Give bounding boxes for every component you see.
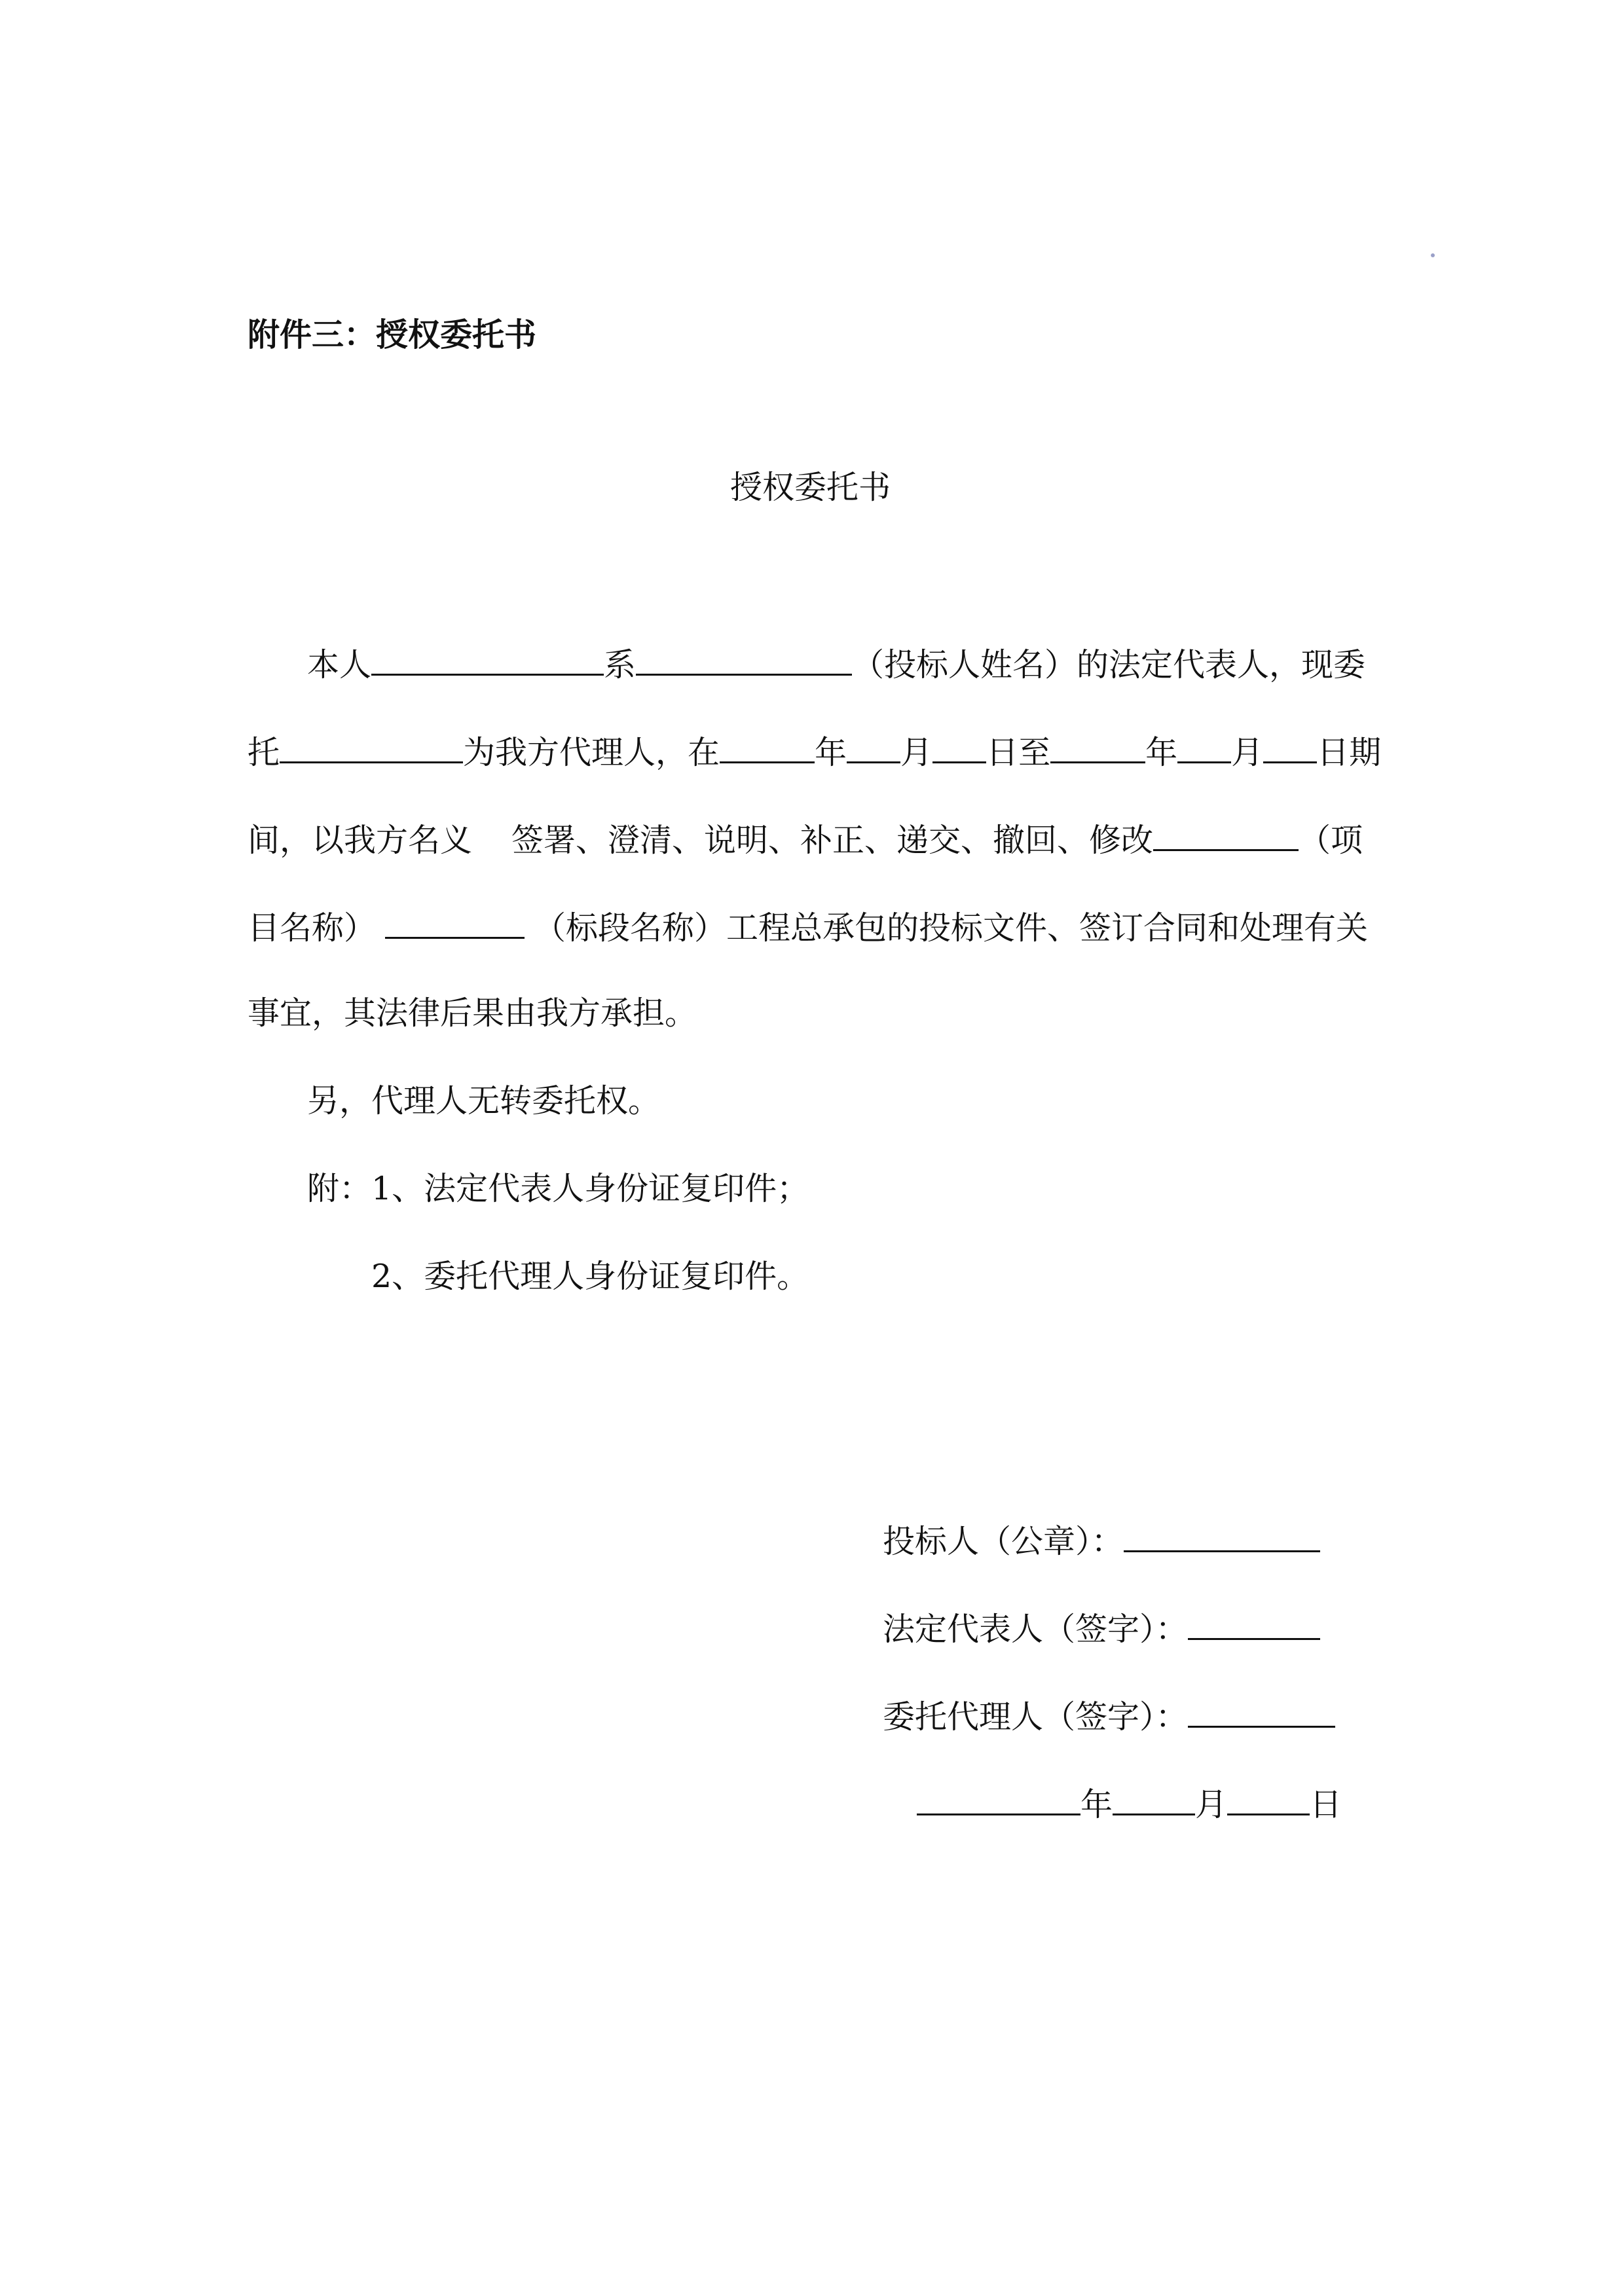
blank-section-name <box>385 907 525 939</box>
text-month: 月 <box>1195 1786 1228 1823</box>
legal-rep-sign-label: 法定代表人（签字）： <box>883 1611 1188 1648</box>
attachment-item-1: 附：1、法定代表人身份证复印件； <box>307 1170 809 1207</box>
text-in-our-name: 间，以我方名义 <box>248 822 473 859</box>
blank-bidder-name <box>636 644 852 676</box>
text-is: 系 <box>604 646 637 683</box>
text-day-to: 日至 <box>986 734 1051 771</box>
blank-legal-rep-signature <box>1188 1608 1320 1640</box>
blank-agent-name <box>280 731 463 763</box>
text-project-note-close: 目名称） <box>248 909 377 947</box>
blank-start-day <box>932 731 986 763</box>
blank-project-name <box>1153 819 1299 851</box>
text-year: 年 <box>1145 734 1178 771</box>
blank-sign-month <box>1113 1783 1195 1815</box>
bidder-seal-label: 投标人（公章）： <box>883 1523 1124 1560</box>
text-project-note-open: （项 <box>1299 822 1363 859</box>
attachment-heading: 附件三：授权委托书 <box>248 316 537 354</box>
agent-sign-line <box>883 1696 1335 1737</box>
attachment-item-2: 2、委托代理人身份证复印件。 <box>371 1258 809 1295</box>
agent-sign-label: 委托代理人（签字）： <box>883 1698 1188 1736</box>
blank-sign-day <box>1227 1783 1310 1815</box>
text-self: 本人 <box>307 646 372 683</box>
text-month: 月 <box>1231 734 1264 771</box>
blank-sign-year <box>917 1783 1080 1815</box>
text-bidder-name-note: （投标人姓名）的法定代表人，现委 <box>852 646 1366 683</box>
blank-end-year <box>1050 731 1145 763</box>
text-day: 日 <box>1310 1786 1342 1823</box>
no-sub-delegation-note: 另，代理人无转委托权。 <box>307 1082 661 1120</box>
text-scope: （标段名称）工程总承包的投标文件、签订合同和处理有关 <box>534 909 1369 947</box>
text-day-period: 日期 <box>1317 734 1382 771</box>
text-year: 年 <box>815 734 847 771</box>
body-line-5: 事宜，其法律后果由我方承担。 <box>248 994 697 1032</box>
blank-start-month <box>847 731 900 763</box>
signature-date-line <box>917 1783 1342 1825</box>
body-line-1 <box>307 644 1365 685</box>
legal-rep-sign-line <box>883 1608 1320 1649</box>
text-year: 年 <box>1080 1786 1113 1823</box>
blank-end-month <box>1177 731 1231 763</box>
body-line-3 <box>248 819 1363 860</box>
document-title: 授权委托书 <box>730 469 891 506</box>
blank-legal-rep-name <box>371 644 604 676</box>
blank-agent-signature <box>1188 1696 1335 1728</box>
blank-end-day <box>1263 731 1317 763</box>
blank-start-year <box>720 731 815 763</box>
text-entrust: 托 <box>248 734 280 771</box>
scan-speck <box>1431 253 1435 257</box>
blank-bidder-seal <box>1124 1520 1320 1552</box>
text-actions: 签署、澄清、说明、补正、递交、撤回、修改 <box>511 822 1154 859</box>
bidder-seal-line <box>883 1520 1320 1561</box>
body-line-4 <box>248 907 1368 948</box>
body-line-2 <box>248 731 1381 773</box>
text-month: 月 <box>900 734 933 771</box>
text-as-agent: 为我方代理人，在 <box>463 734 720 771</box>
